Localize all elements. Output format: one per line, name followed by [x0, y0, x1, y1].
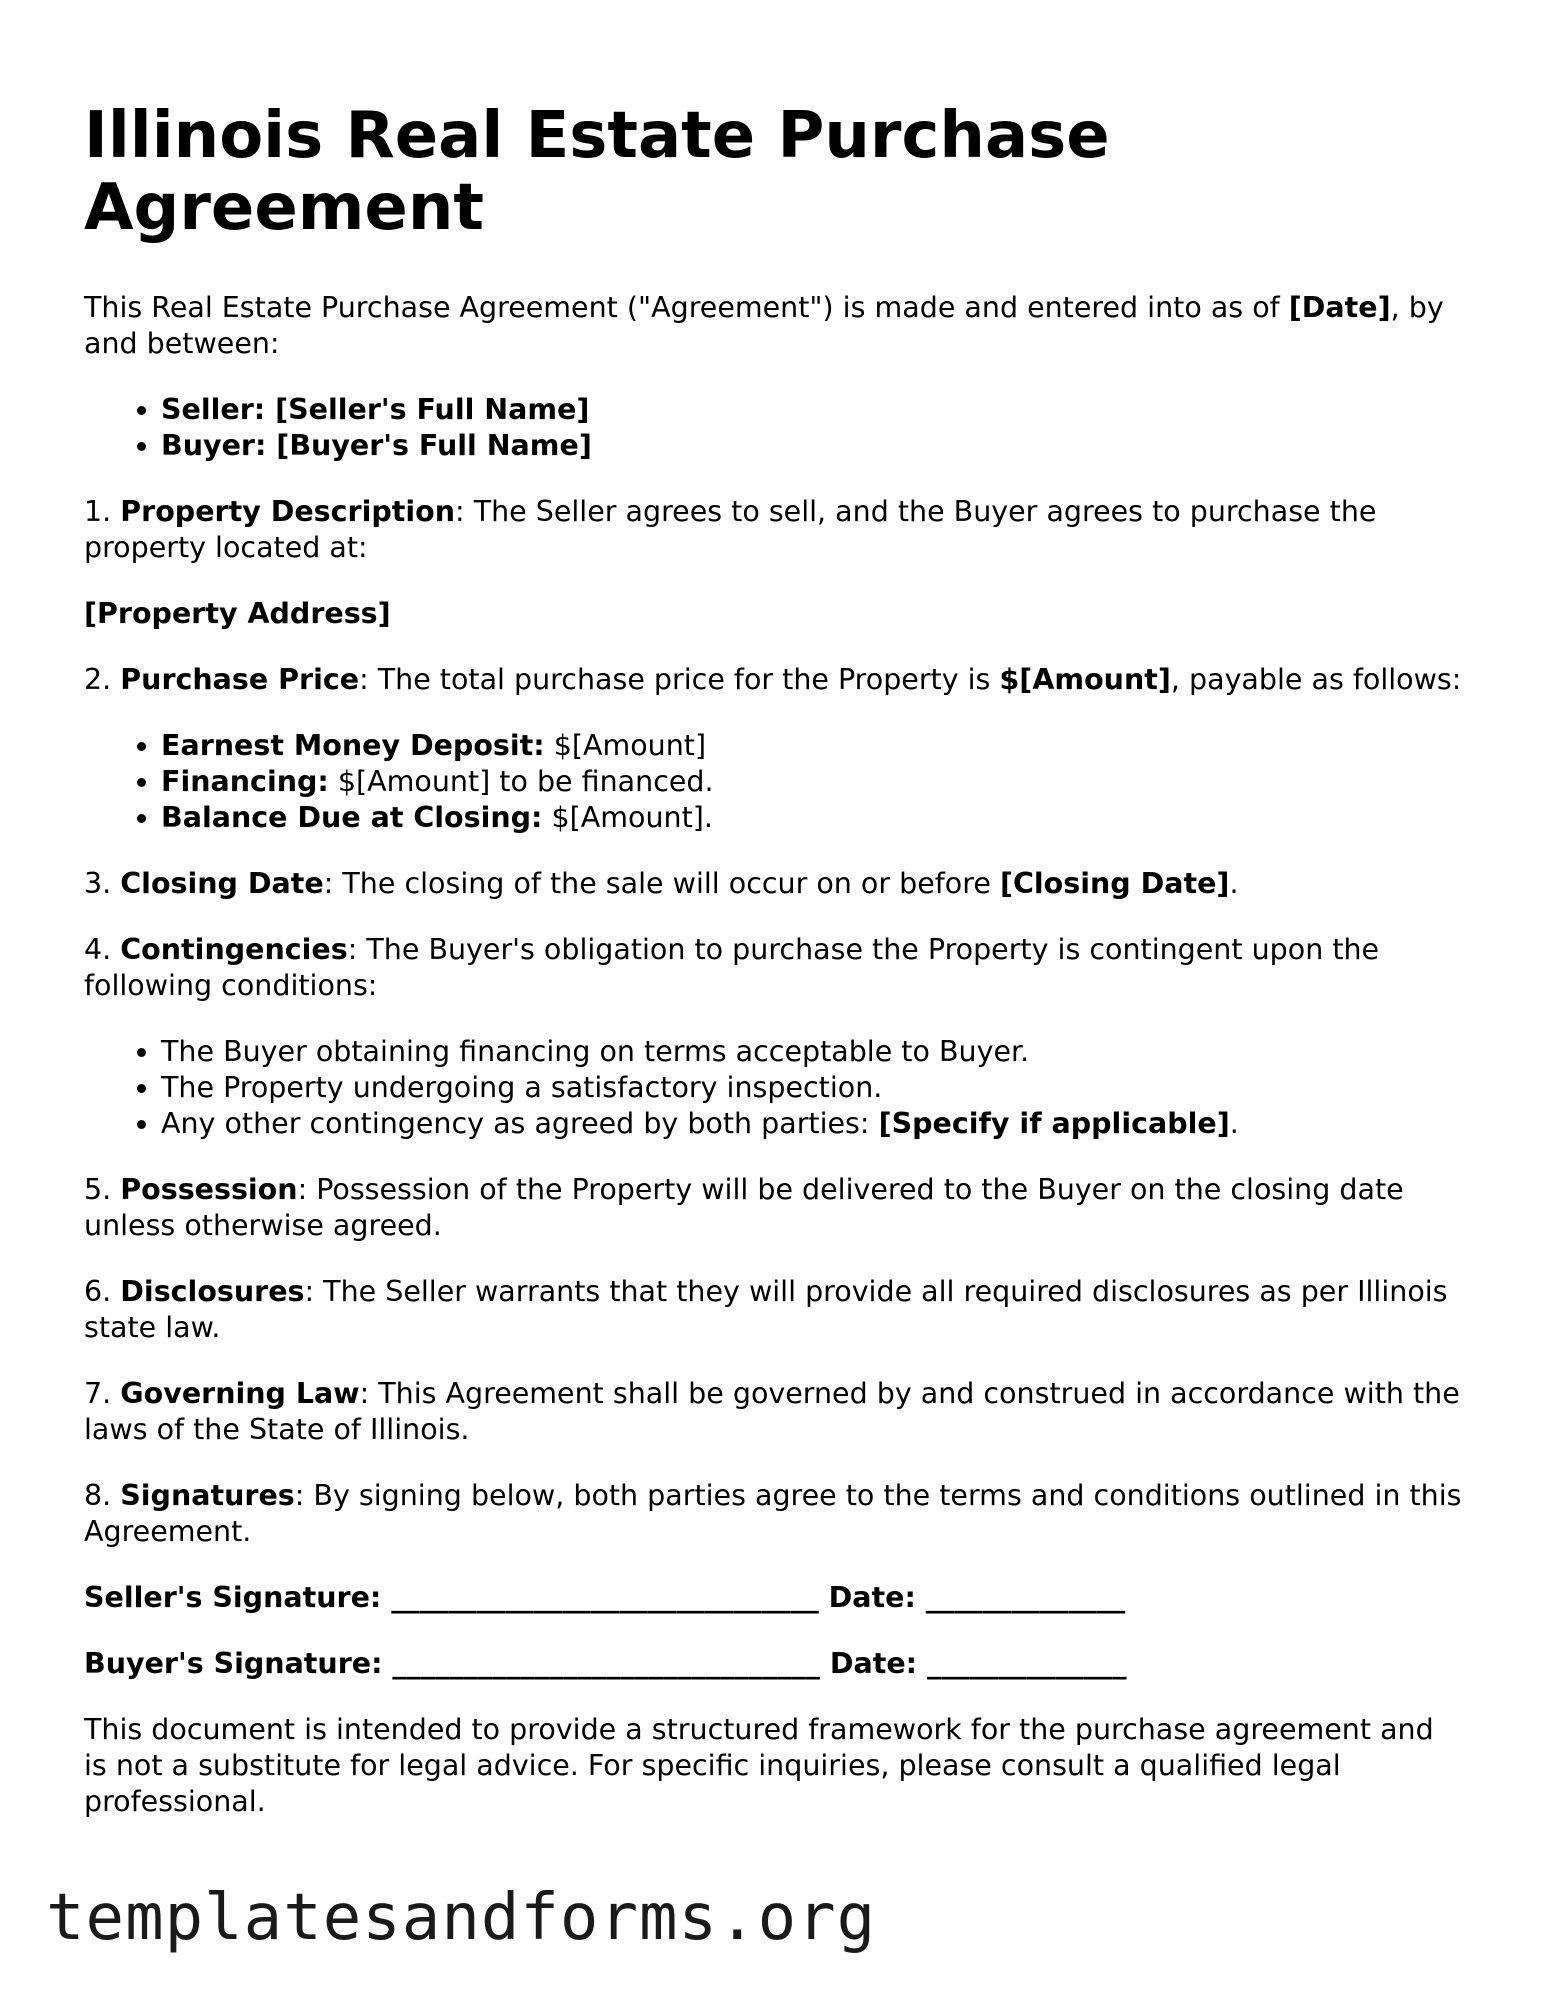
- section-heading: Purchase Price: [120, 663, 360, 696]
- section-text: : Possession of the Property will be delivered to the Buyer on the closing date unless otherwise agreed.: [84, 1173, 1404, 1242]
- party-buyer: • Buyer: [Buyer's Full Name]: [161, 428, 1464, 464]
- payment-label: Earnest Money Deposit:: [161, 729, 545, 762]
- document-title: Illinois Real Estate Purchase Agreement: [84, 99, 1110, 245]
- contingency-item: • The Property undergoing a satisfactory inspection.: [161, 1070, 1464, 1106]
- payment-value: $[Amount].: [542, 801, 713, 834]
- closing-date-placeholder: [Closing Date]: [999, 867, 1230, 900]
- contingency-end: .: [1229, 1107, 1239, 1140]
- section-number: 4.: [84, 933, 121, 966]
- section-heading: Property Description: [120, 495, 456, 528]
- payment-item: [161, 764, 1464, 800]
- section-number: 3.: [84, 867, 121, 900]
- section-heading: Closing Date: [120, 867, 324, 900]
- section-text: : The Seller warrants that they will provide all required disclosures as per Illinois state law.: [84, 1275, 1448, 1344]
- payment-label: Balance Due at Closing:: [161, 801, 543, 834]
- section-number: 7.: [84, 1377, 121, 1410]
- intro-date-placeholder: [Date]: [1288, 291, 1391, 324]
- parties-list: [84, 392, 1464, 464]
- section-number: 6.: [84, 1275, 121, 1308]
- section-closing-date: [84, 866, 1464, 902]
- section-heading: Disclosures: [120, 1275, 305, 1308]
- intro-text-before: This Real Estate Purchase Agreement ("Agreement") is made and entered into as of: [84, 291, 1289, 324]
- document-page: [84, 100, 1464, 1850]
- section-end: .: [1229, 867, 1239, 900]
- section-text: : The Buyer's obligation to purchase the Property is contingent upon the following conditions:: [84, 933, 1380, 1002]
- section-purchase-price: [84, 662, 1464, 698]
- purchase-amount-placeholder: $[Amount]: [999, 663, 1171, 696]
- contingency-placeholder: [Specify if applicable]: [878, 1107, 1230, 1140]
- contingencies-list: [84, 1034, 1464, 1142]
- payment-label: Financing:: [161, 765, 329, 798]
- contingency-item: [161, 1106, 1464, 1142]
- section-signatures: [84, 1478, 1464, 1550]
- section-text: : The closing of the sale will occur on or before: [323, 867, 1000, 900]
- section-governing-law: [84, 1376, 1464, 1448]
- section-number: 1.: [84, 495, 121, 528]
- section-heading: Governing Law: [120, 1377, 360, 1410]
- section-text: : This Agreement shall be governed by and construed in accordance with the laws of the State of Illinois.: [84, 1377, 1460, 1446]
- section-number: 8.: [84, 1479, 121, 1512]
- section-contingencies: [84, 932, 1464, 1004]
- seller-signature-line: Seller's Signature: ______________________________ Date: ______________: [84, 1581, 1126, 1614]
- party-seller: • Seller: [Seller's Full Name]: [161, 392, 1464, 428]
- section-number: 5.: [84, 1173, 121, 1206]
- payment-value: $[Amount] to be financed.: [328, 765, 714, 798]
- watermark: templatesandforms.org: [46, 1881, 877, 1955]
- section-text: : The total purchase price for the Property is: [359, 663, 1000, 696]
- section-heading: Possession: [120, 1173, 298, 1206]
- payment-item: [161, 728, 1464, 764]
- section-property-description: [84, 494, 1464, 566]
- buyer-signature-line: Buyer's Signature: ______________________________ Date: ______________: [84, 1647, 1127, 1680]
- section-possession: [84, 1172, 1464, 1244]
- payment-list: [84, 728, 1464, 836]
- intro-paragraph: [84, 290, 1464, 362]
- section-text: : The Seller agrees to sell, and the Buyer agrees to purchase the property located at:: [84, 495, 1377, 564]
- payment-value: $[Amount]: [544, 729, 707, 762]
- section-text: : By signing below, both parties agree to the terms and conditions outlined in this Agreement.: [84, 1479, 1462, 1548]
- payment-item: [161, 800, 1464, 836]
- section-disclosures: [84, 1274, 1464, 1346]
- section-number: 2.: [84, 663, 121, 696]
- contingency-text: Any other contingency as agreed by both parties:: [161, 1107, 879, 1140]
- section-heading: Signatures: [120, 1479, 295, 1512]
- property-address-placeholder: [Property Address]: [84, 597, 391, 630]
- section-heading: Contingencies: [120, 933, 348, 966]
- disclaimer: This document is intended to provide a structured framework for the purchase agreement and is not a substitute for legal advice. For specific inquiries, please consult a qualified legal professional.: [84, 1713, 1434, 1818]
- section-text-after: , payable as follows:: [1170, 663, 1462, 696]
- contingency-item: • The Buyer obtaining financing on terms acceptable to Buyer.: [161, 1034, 1464, 1070]
- intro-text-after: , by and between:: [84, 291, 1444, 360]
